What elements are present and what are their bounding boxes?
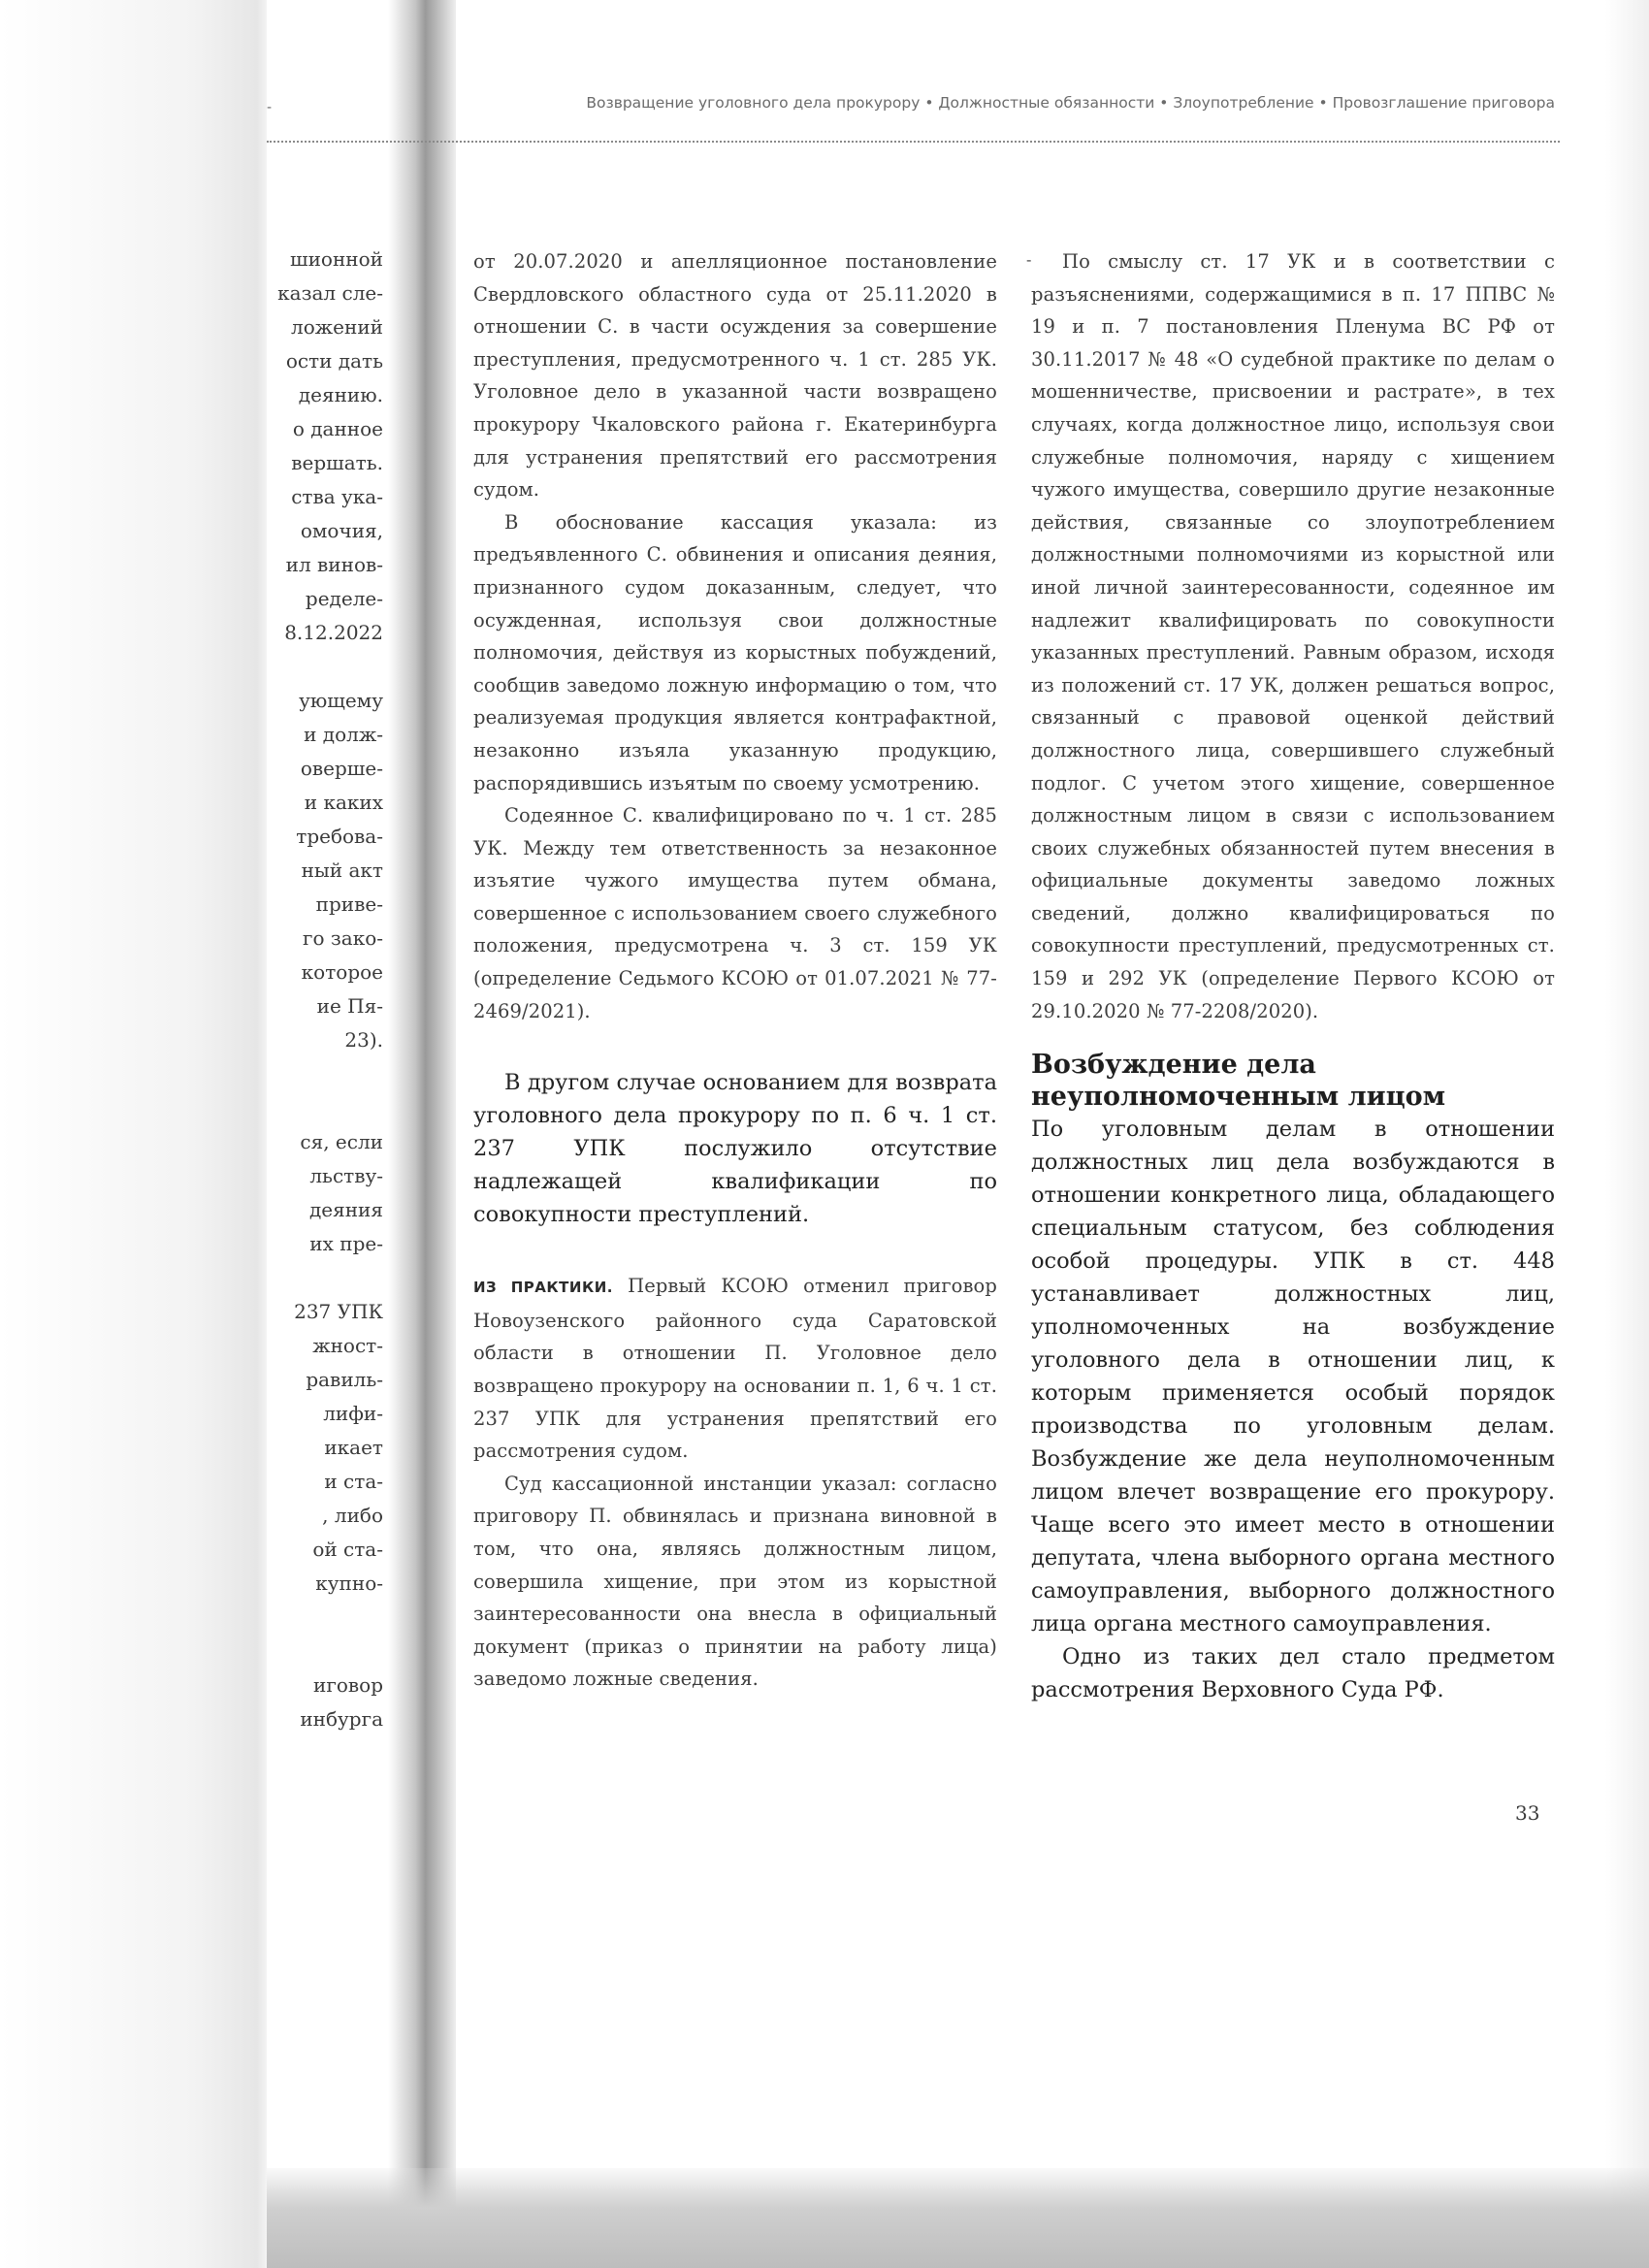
facing-page-line: 8.12.2022 — [284, 621, 383, 644]
practice-label: ИЗ ПРАКТИКИ. — [473, 1279, 613, 1297]
facing-page-line: ложений — [291, 315, 383, 339]
facing-page-line: их пре- — [309, 1232, 383, 1255]
scan-shadow-bottom — [267, 2168, 1649, 2268]
facing-page-line: омочия, — [300, 519, 383, 542]
facing-page-line: равиль- — [306, 1368, 383, 1391]
lead-paragraph: В другом случае основанием для возврата уголовного дела прокурору по п. 6 ч. 1 ст. 237 УПК послужило отсутствие надлежащей квалификации по совокупности преступлений. — [473, 1070, 997, 1228]
facing-page-line: ой ста- — [312, 1538, 383, 1561]
page-gutter-shadow — [388, 0, 456, 2268]
facing-page-line: и ста- — [324, 1470, 383, 1493]
facing-page-line: 23). — [344, 1028, 383, 1052]
facing-page-line: жност- — [312, 1334, 383, 1357]
right-column — [1031, 245, 1555, 1706]
scan-edge-right — [1605, 0, 1649, 2268]
paragraph: В обоснование кассация указала: из предъявленного С. обвинения и описания деяния, признанного судом доказанным, следует, что осужденная, используя свои должностные полномочия, действуя из корыстных побуждений, сообщив заведомо ложную информацию о том, что реализуемая продукция является контрафактной, незаконно изъяла указанную продукцию, распорядившись изъятым по своему усмотрению. — [473, 510, 997, 794]
facing-page-line: требова- — [296, 825, 383, 848]
facing-page-line: , либо — [322, 1504, 383, 1527]
running-header: Возвращение уголовного дела прокурору • Должностные обязанности • Злоупотребление • Провозглашение приговора — [586, 94, 1555, 112]
margin-mark: - — [1026, 250, 1032, 269]
paragraph: Содеянное С. квалифицировано по ч. 1 ст. 285 УК. Между тем ответственность за незаконное изъятие чужого имущества путем обмана, совершенное с использованием своего служебного положения, предусмотрена ч. 3 ст. 159 УК (определение Седьмого КСОЮ от 01.07.2021 № 77-2469/2021). — [473, 804, 997, 1022]
facing-page-line: ующему — [299, 689, 383, 712]
facing-page-fragment — [267, 243, 383, 1736]
facing-page-line — [267, 1091, 383, 1125]
facing-page-line — [267, 1261, 383, 1295]
facing-page-line: инбурга — [300, 1707, 383, 1731]
facing-page-line: 237 УПК — [294, 1300, 383, 1323]
facing-page-line: о данное — [292, 417, 383, 440]
facing-page-line: го зако- — [302, 926, 383, 950]
facing-page-line — [267, 1601, 383, 1635]
paragraph: Одно из таких дел стало предметом рассмотрения Верховного Суда РФ. — [1031, 1644, 1555, 1703]
header-left-mark: - — [267, 100, 273, 115]
facing-page-line: и каких — [304, 791, 383, 814]
facing-page-line: и долж- — [304, 723, 383, 746]
facing-page-line: оверше- — [300, 757, 383, 780]
facing-page-line: вершать. — [291, 451, 383, 474]
facing-page-line: приве- — [315, 892, 383, 916]
facing-page-line — [267, 1057, 383, 1091]
paragraph: По смыслу ст. 17 УК и в соответствии с разъяснениями, содержащимися в п. 17 ППВС № 19 и п. 7 постановления Пленума ВС РФ от 30.11.2017 № 48 «О судебной практике по делам о мошенничестве, присвоении и растрате», в тех случаях, когда должностное лицо, используя свои служебные полномочия, наряду с хищением чужого имущества, совершило другие незаконные действия, связанные со злоупотреблением должностными полномочиями из корыстной или иной личной заинтересованности, содеянное им надлежит квалифицировать по совокупности указанных преступлений. Равным образом, исходя из положений ст. 17 УК, должен решаться вопрос, связанный с правовой оценкой действий должностного лица, совершившего служебный подлог. С учетом этого хищение, совершенное должностным лицом в связи с использованием своих служебных обязанностей путем внесения в официальные документы заведомо ложных сведений, должно квалифицироваться по совокупности преступлений, предусмотренных ст. 159 и 292 УК (определение Первого КСОЮ от 29.10.2020 № 77-2208/2020). — [1031, 250, 1555, 1022]
facing-page-line: икает — [324, 1436, 383, 1459]
facing-page-line: льству- — [309, 1164, 383, 1187]
middle-column — [473, 245, 997, 1696]
facing-page-line — [267, 1635, 383, 1669]
facing-page-line: казал сле- — [277, 281, 383, 305]
facing-page-line: купно- — [315, 1571, 383, 1595]
paragraph: от 20.07.2020 и апелляционное постановление Свердловского областного суда от 25.11.2020 в отношении С. в части осуждения за совершение преступления, предусмотренного ч. 1 ст. 285 УК. Уголовное дело в указанной части возвращено прокурору Чкаловского района г. Екатеринбурга для устранения препятствий его рассмотрения судом. — [473, 250, 997, 502]
facing-page-line: ся, если — [300, 1130, 383, 1153]
paragraph: Суд кассационной инстанции указал: согласно приговору П. обвинялась и признана виновной в том, что она, являясь должностным лицом, совершила хищение, при этом из корыстной заинтересованности она внесла в официальный документ (приказ о принятии на работу лица) заведомо ложные сведения. — [473, 1472, 997, 1691]
page-number: 33 — [1515, 1801, 1540, 1825]
practice-text: Первый КСОЮ отменил приговор Новоузенского районного суда Саратовской области в отношении П. Уголовное дело возвращено прокурору на основании п. 1, 6 ч. 1 ст. 237 УПК для устранения препятствий его рассмотрения судом. — [473, 1275, 997, 1463]
header-dotted-rule — [267, 141, 1560, 143]
facing-page-line: которое — [301, 960, 383, 984]
facing-page-line: деяния — [308, 1198, 383, 1221]
facing-page-line: ный акт — [301, 859, 383, 882]
facing-page-line: ства ука- — [291, 485, 383, 508]
facing-page-line: лифи- — [323, 1402, 383, 1425]
facing-page-line: шионной — [290, 247, 383, 271]
scan-background-left — [0, 0, 267, 2268]
facing-page-line: иговор — [313, 1673, 383, 1697]
facing-page-line: ие Пя- — [316, 994, 383, 1018]
facing-page-line — [267, 650, 383, 684]
facing-page-line: ределе- — [305, 587, 383, 610]
practice-paragraph — [473, 1270, 997, 1468]
section-heading: Возбуждение дела неуполномоченным лицом — [1031, 1050, 1446, 1113]
facing-page-line: деянию. — [298, 383, 383, 406]
facing-page-line: ил винов- — [285, 553, 383, 576]
paragraph: По уголовным делам в отношении должностных лиц дела возбуждаются в отношении конкретного лица, обладающего специальным статусом, без соблюдения особой процедуры. УПК в ст. 448 устанавливает должностных лиц, уполномоченных на возбуждение уголовного дела в отношении лиц, к которым применяется особый порядок производства по уголовным делам. Возбуждение же дела неуполномоченным лицом влечет возвращение его прокурору. Чаще всего это имеет место в отношении депутата, члена выборного органа местного самоуправления, выборного должностного лица органа местного самоуправления. — [1031, 1117, 1555, 1637]
facing-page-line: ости дать — [285, 349, 383, 373]
